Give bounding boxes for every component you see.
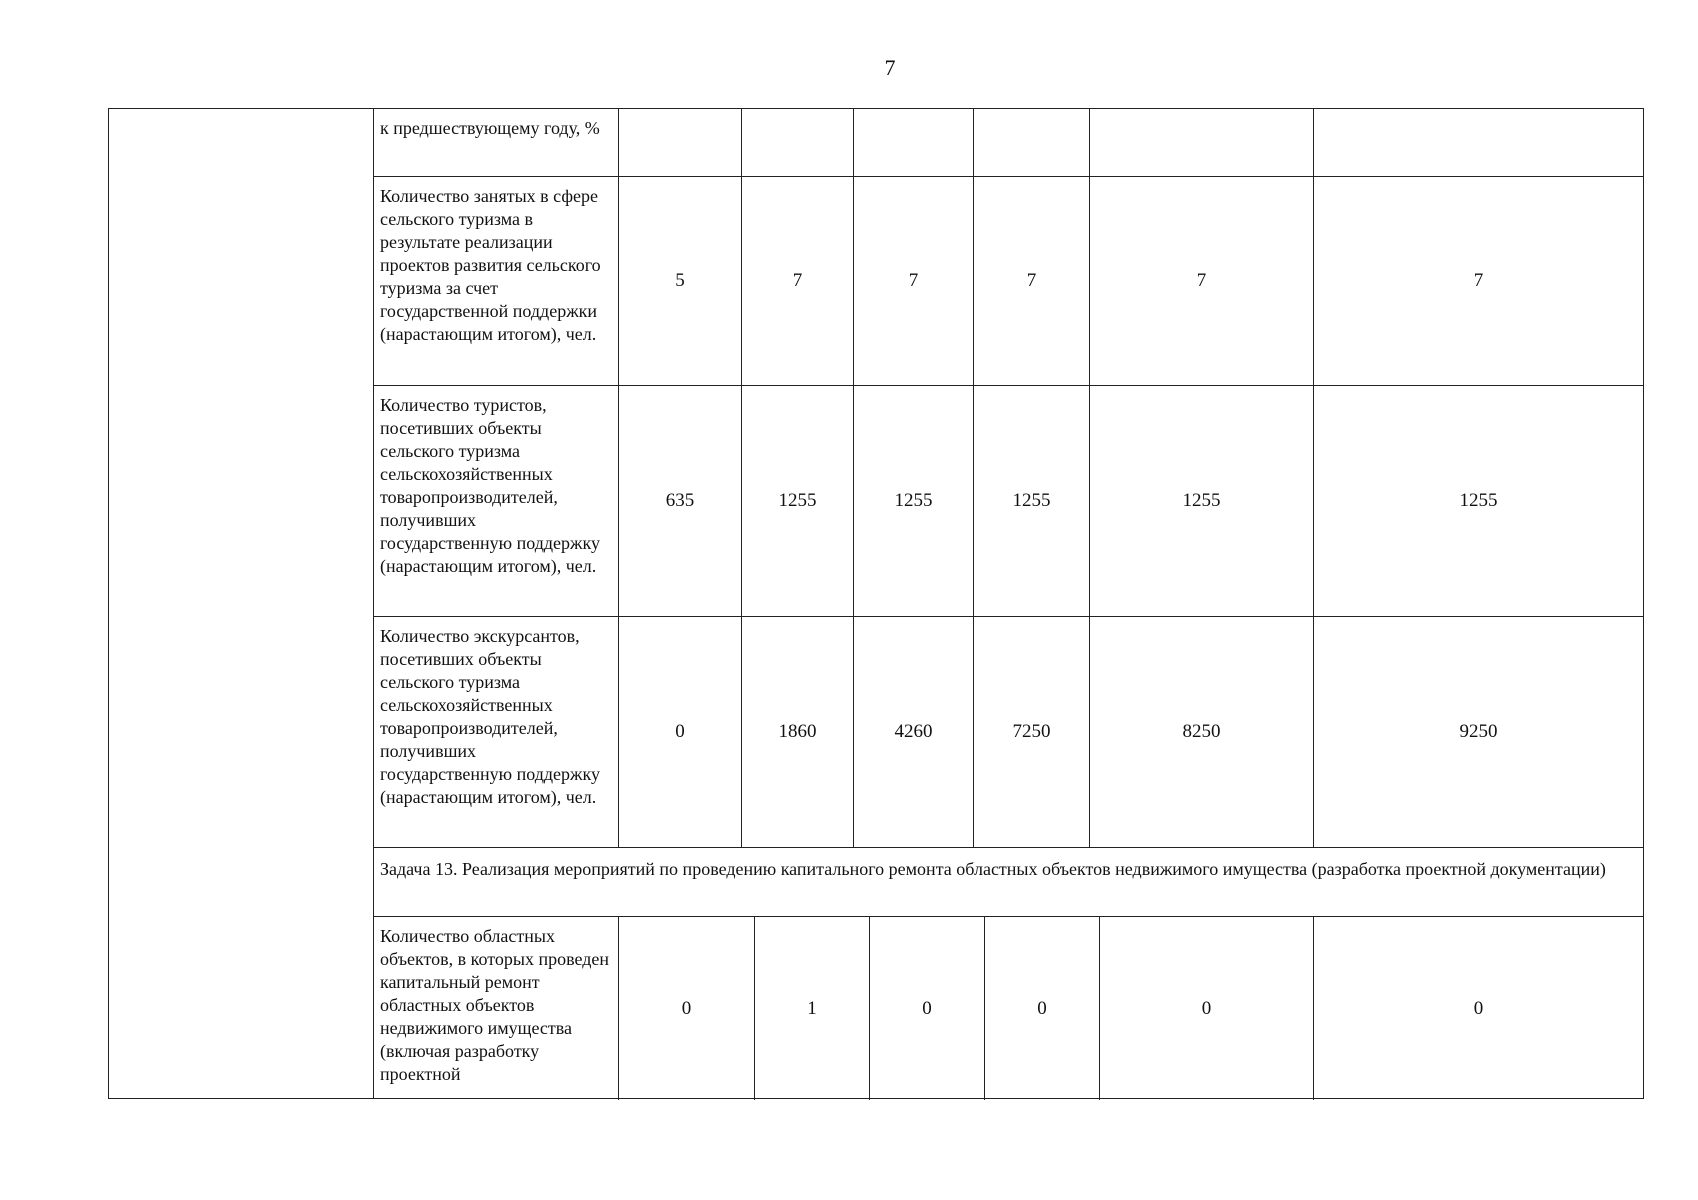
row-label: Количество экскурсантов, посетивших объекты сельского туризма сельскохозяйственных товаропроизводителей, получивших государственную поддержку (нарастающим итогом), чел.	[374, 617, 619, 847]
table-cell: 0	[1100, 917, 1314, 1100]
table-cell: 0	[1473, 997, 1484, 1019]
table-cell: 7	[974, 177, 1090, 385]
table-cell: 0	[619, 617, 742, 847]
task-heading-row	[374, 848, 1643, 917]
table-cell	[1090, 109, 1314, 176]
table-cell	[854, 109, 974, 176]
table-row	[374, 386, 1643, 617]
table-cell: 7	[1090, 177, 1314, 385]
table-cell: 5	[619, 177, 742, 385]
table-cell: 1255	[854, 386, 974, 616]
table-cell: 1	[755, 917, 870, 1100]
table-cell: 7250	[974, 617, 1090, 847]
table-cell: 1860	[742, 617, 854, 847]
table-row	[374, 917, 1643, 1100]
table-cell: 7	[854, 177, 974, 385]
row-label: Количество туристов, посетивших объекты сельского туризма сельскохозяйственных товаропроизводителей, получивших государственную поддержку (нарастающим итогом), чел.	[374, 386, 619, 616]
table-cell: 1255	[742, 386, 854, 616]
table-cell: 7	[1473, 270, 1484, 291]
row-label: Количество занятых в сфере сельского туризма в результате реализации проектов развития сельского туризма за счет государственной поддержки (нарастающим итогом), чел.	[374, 177, 619, 385]
page-number: 7	[884, 55, 896, 80]
table-cell: 4260	[854, 617, 974, 847]
table-cell: 0	[870, 917, 985, 1100]
table-row	[374, 177, 1643, 386]
task-heading: Задача 13. Реализация мероприятий по проведению капитального ремонта областных объектов недвижимого имущества (разработка проектной документации)	[380, 859, 1606, 879]
table-cell: 8250	[1090, 617, 1314, 847]
table-cell: 1255	[1090, 386, 1314, 616]
table-cell: 1255	[1459, 490, 1498, 511]
table-cell: 7	[742, 177, 854, 385]
table-cell	[742, 109, 854, 176]
table-cell: 635	[619, 386, 742, 616]
table-cell	[619, 109, 742, 176]
table-cell	[1314, 109, 1643, 176]
table-cell: 0	[619, 917, 755, 1100]
table-cell: 1255	[974, 386, 1090, 616]
table-cell	[974, 109, 1090, 176]
table-grid	[374, 109, 1643, 1098]
table-cell: 0	[985, 917, 1100, 1100]
table-cell: 9250	[1459, 721, 1498, 742]
row-label: к предшествующему году, %	[374, 109, 619, 176]
row-label: Количество областных объектов, в которых проведен капитальный ремонт областных объектов недвижимого имущества (включая разработку проектной	[374, 917, 619, 1100]
indicator-table	[108, 108, 1644, 1099]
table-row	[374, 109, 1643, 177]
table-row	[374, 617, 1643, 848]
table-first-column-empty	[109, 109, 374, 1098]
